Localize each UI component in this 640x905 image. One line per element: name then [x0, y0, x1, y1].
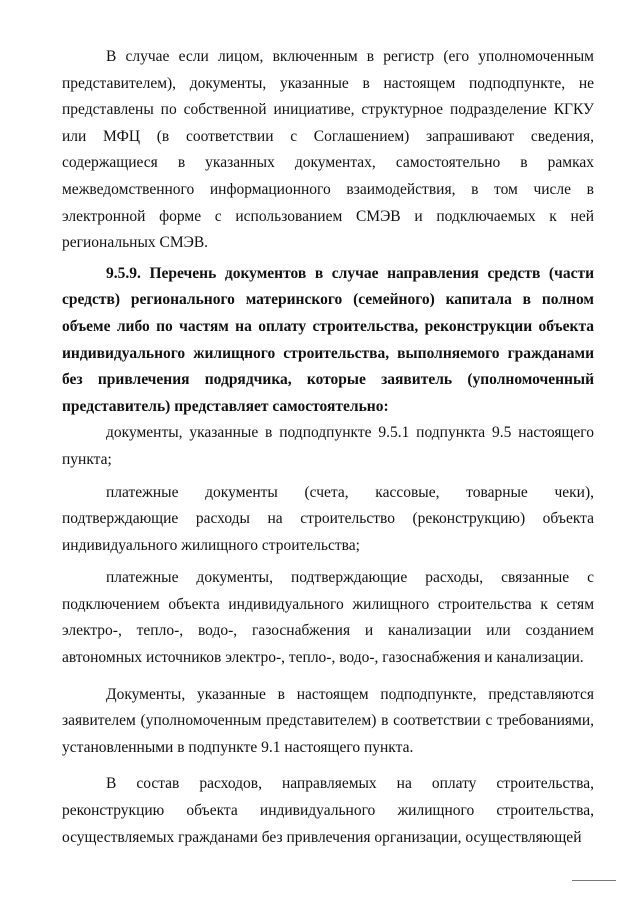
paragraph-payment-documents-utilities: платежные документы, подтверждающие расходы, связанные с подключением объекта индивидуального жилищного строительства к сетям электро-, тепло-, водо-, газоснабжения и канализации или созданием автономных источников электро-, тепло-, водо-, газоснабжения и канализации.: [62, 569, 594, 667]
paragraph-payment-documents-construction: платежные документы (счета, кассовые, товарные чеки), подтверждающие расходы на строительство (реконструкцию) объекта индивидуального жилищного строительства;: [62, 483, 594, 554]
footer-divider: [572, 880, 616, 881]
document-page: [62, 44, 594, 851]
paragraph-section-9-5-9-heading: 9.5.9. Перечень документов в случае направления средств (части средств) регионального материнского (семейного) капитала в полном объеме либо по частям на оплату строительства, реконструкции объекта индивидуального жилищного строительства, выполняемого гражданами без привлечения подрядчика, которые заявитель (уполномоченный представитель) представляет самостоятельно:: [62, 264, 594, 415]
paragraph-registry-request: В случае если лицом, включенным в регистр (его уполномоченным представителем), документы, указанные в настоящем подподпункте, не представлены по собственной инициативе, структурное подразделение КГКУ или МФЦ (в соответствии с Соглашением) запрашивают сведения, содержащиеся в указанных документах, самостоятельно в рамках межведомственного информационного взаимодействия, в том числе в электронной форме с использованием СМЭВ и подключаемых к ней региональных СМЭВ.: [62, 48, 594, 252]
paragraph-documents-9-5-1: документы, указанные в подподпункте 9.5.1 подпункта 9.5 настоящего пункта;: [62, 424, 594, 468]
paragraph-expenses-composition: В состав расходов, направляемых на оплату строительства, реконструкцию объекта индивидуального жилищного строительства, осуществляемых гражданами без привлечения организации, осуществляющей: [62, 775, 594, 846]
paragraph-submission-requirements: Документы, указанные в настоящем подподпункте, представляются заявителем (уполномоченным представителем) в соответствии с требованиями, установленными в подпункте 9.1 настоящего пункта.: [62, 685, 594, 756]
